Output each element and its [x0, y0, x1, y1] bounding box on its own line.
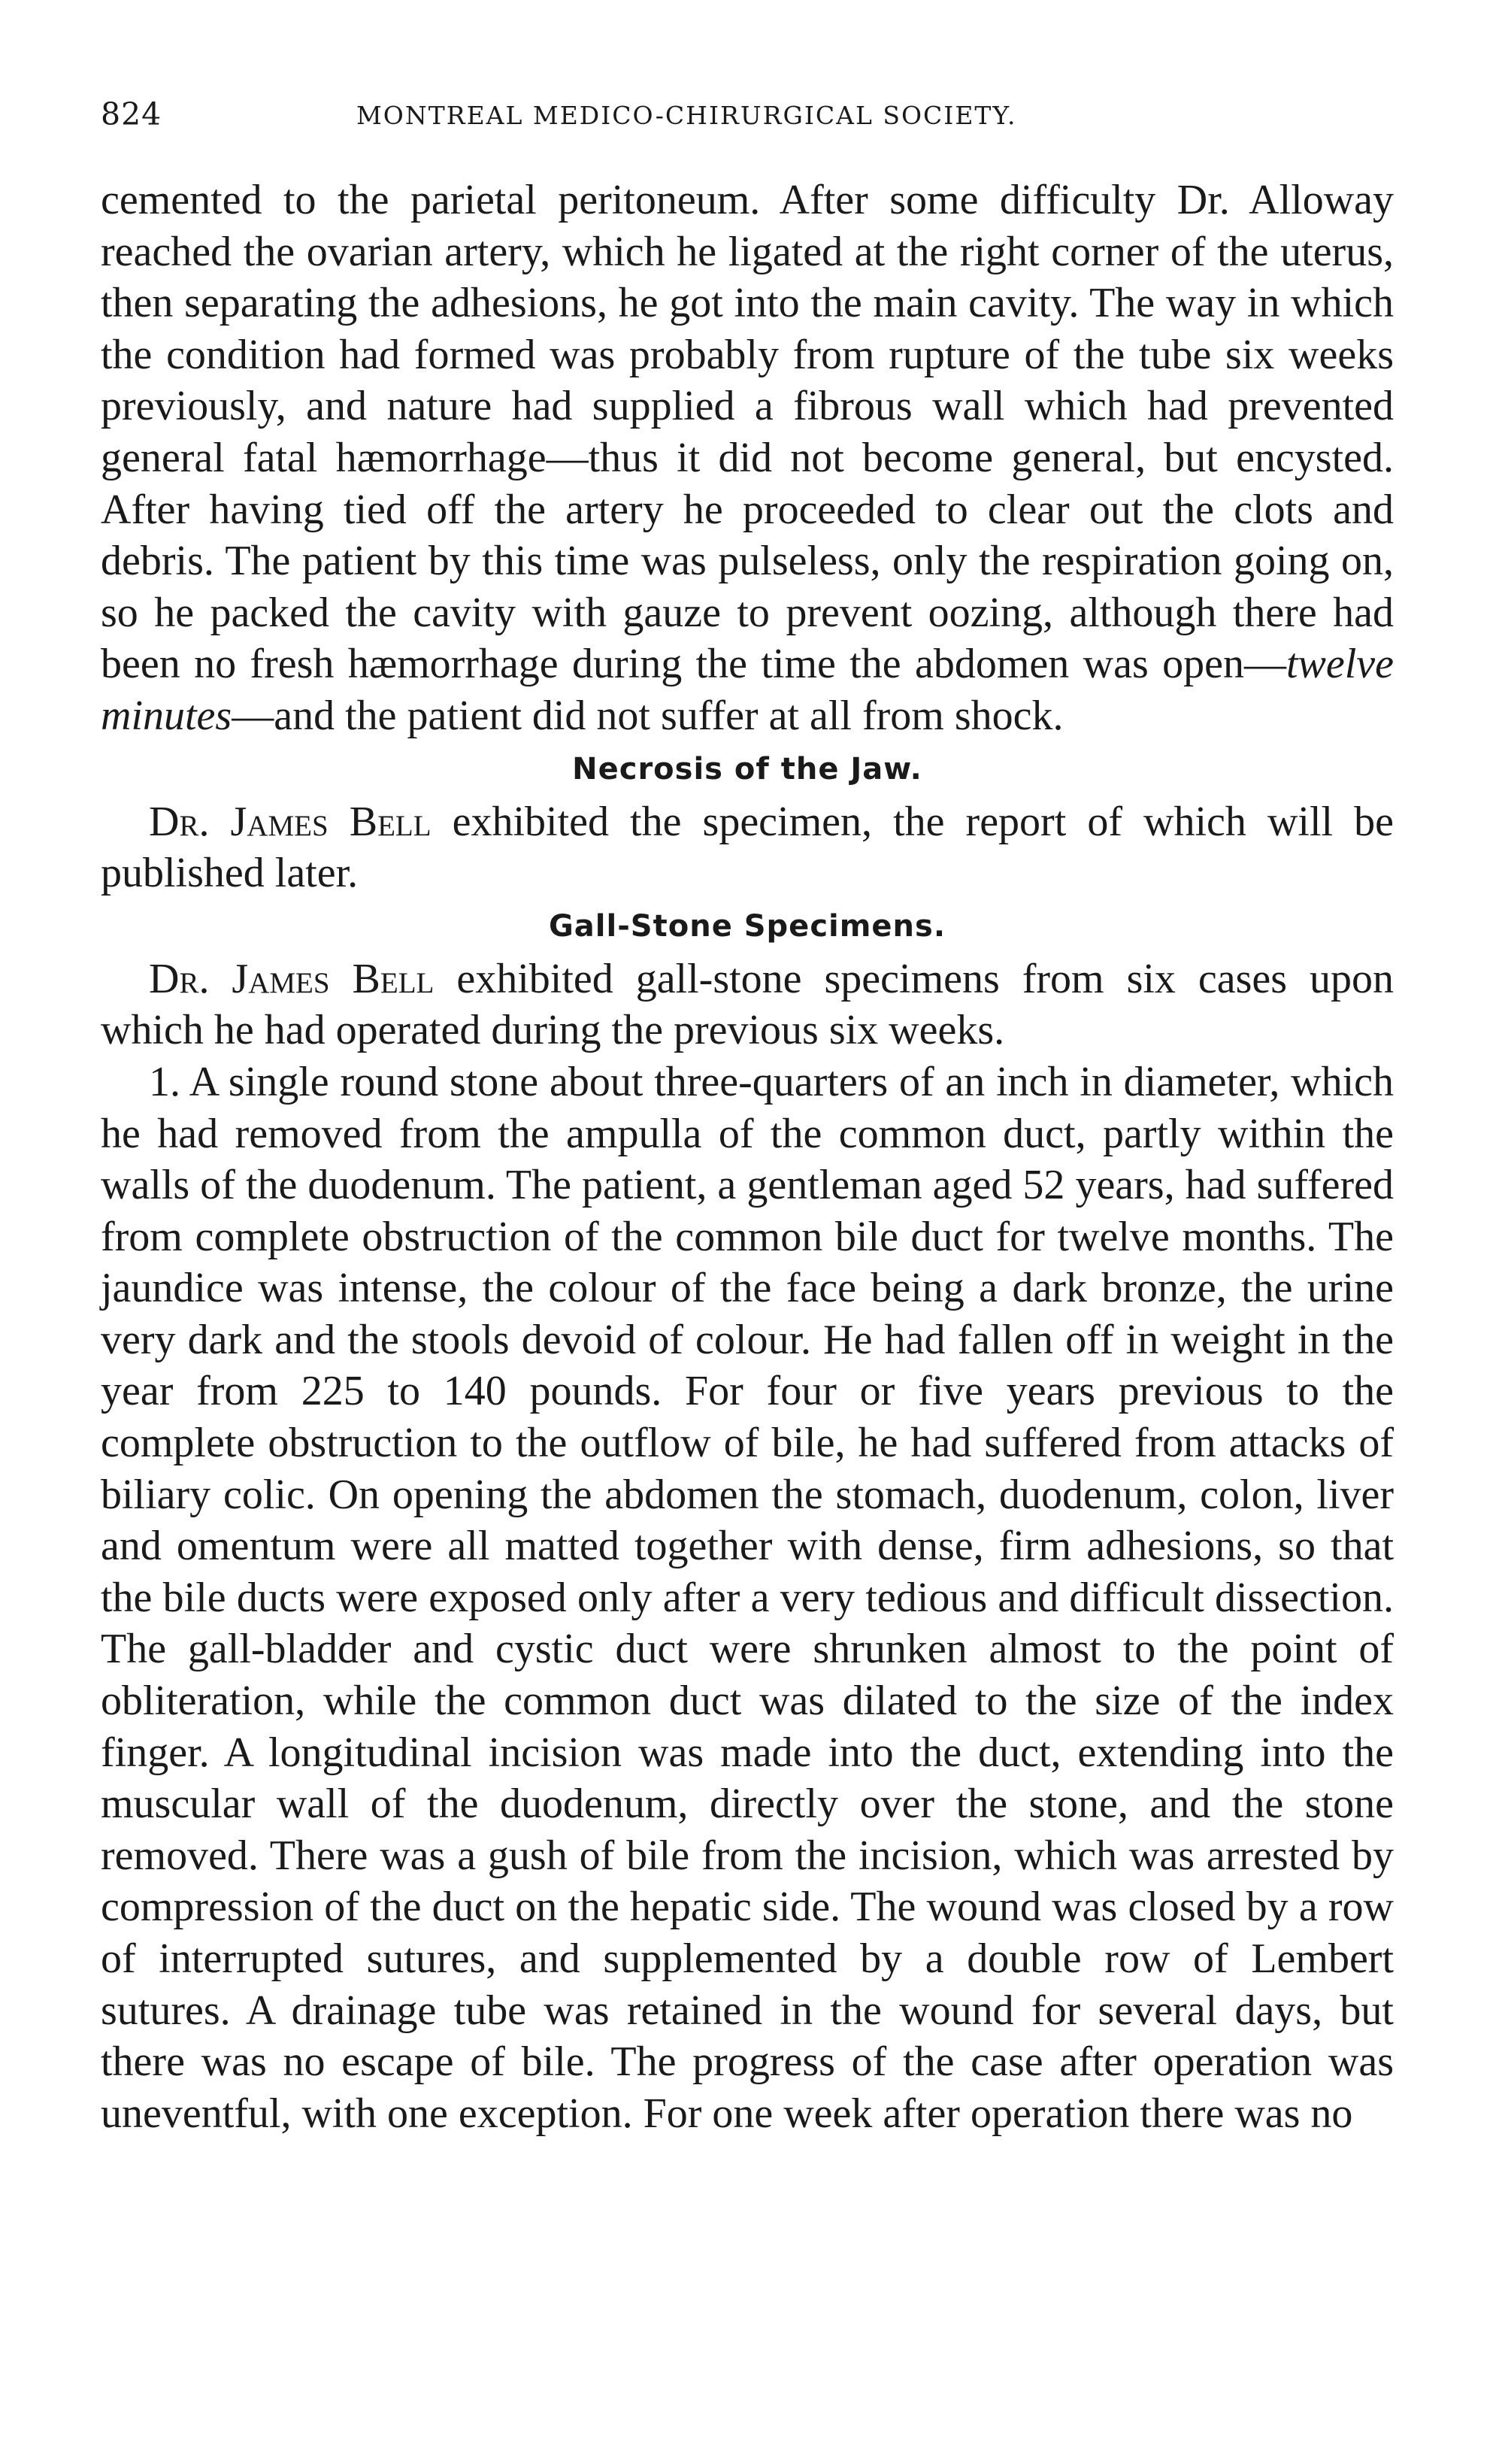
body-text: [101, 174, 1394, 2139]
paragraph-gallstone-intro: [101, 953, 1394, 1056]
paragraph-case-1: 1. A single round stone about three-quarters of an inch in diameter, which he had removed from the ampulla of the common duct, partly within the walls of the duodenum. The patient, a gentleman aged 52 years, had suffered from complete obstruction of the common bile duct for twelve months. The jaundice was intense, the colour of the face being a dark bronze, the urine very dark and the stools devoid of colour. He had fallen off in weight in the year from 225 to 140 pounds. For four or five years previous to the complete obstruction to the outflow of bile, he had suffered from attacks of biliary colic. On opening the abdomen the stomach, duodenum, colon, liver and omentum were all matted together with dense, firm adhesions, so that the bile ducts were exposed only after a very tedious and difficult dissection. The gall-bladder and cystic duct were shrunken almost to the point of obliteration, while the common duct was dilated to the size of the index finger. A longitudinal incision was made into the duct, extending into the muscular wall of the duodenum, directly over the stone, and the stone removed. There was a gush of bile from the incision, which was arrested by compression of the duct on the hepatic side. The wound was closed by a row of interrupted sutures, and supplemented by a double row of Lembert sutures. A drainage tube was retained in the wound for several days, but there was no escape of bile. The progress of the case after operation was uneventful, with one exception. For one week after operation there was no: [101, 1058, 1394, 2137]
italic-phrase: twelve minutes: [101, 641, 1394, 739]
page-header: [101, 96, 1409, 141]
author-name: Dr. James Bell: [149, 798, 432, 845]
paragraph-necrosis: [101, 796, 1394, 899]
paragraph-text: exhibited the specimen, the report of which will be published later.: [101, 798, 1394, 897]
author-name: Dr. James Bell: [149, 955, 435, 1002]
paragraph-text-end: —and the patient did not suffer at all from shock.: [232, 692, 1064, 739]
page-number: 824: [101, 96, 162, 132]
paragraph-text: cemented to the parietal peritoneum. After some difficulty Dr. Alloway reached the ovarian artery, which he ligated at the right corner of the uterus, then separating the adhesions, he got into the main cavity. The way in which the condition had formed was probably from rupture of the tube six weeks previously, and nature had supplied a fibrous wall which had prevented general fatal hæmorrhage—thus it did not become general, but encysted. After having tied off the artery he proceeded to clear out the clots and debris. The patient by this time was pulseless, only the respiration going on, so he packed the cavity with gauze to prevent oozing, although there had been no fresh hæmorrhage during the time the abdomen was open—: [101, 177, 1394, 688]
paragraph-text: exhibited gall-stone specimens from six cases upon which he had operated during the previous six weeks.: [101, 955, 1395, 1054]
section-heading-necrosis: Necrosis of the Jaw.: [572, 751, 922, 786]
paragraph-continuation: [101, 174, 1394, 742]
section-heading-gallstone: Gall-Stone Specimens.: [548, 908, 946, 944]
running-head: MONTREAL MEDICO-CHIRURGICAL SOCIETY.: [356, 101, 1017, 130]
